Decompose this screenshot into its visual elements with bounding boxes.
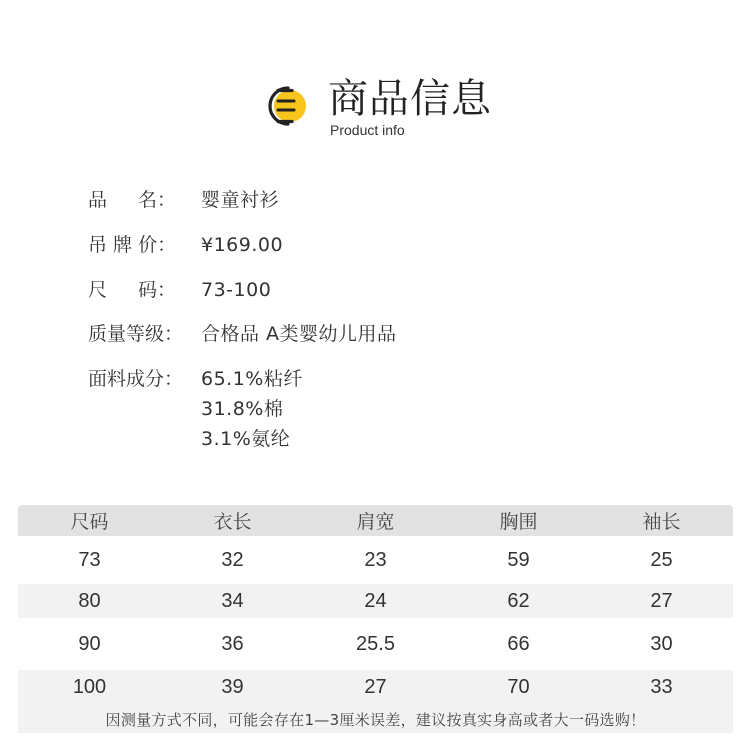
section-header [264, 74, 524, 144]
info-label-name: 品 名： [88, 189, 176, 211]
table-row [18, 627, 733, 661]
table-cell: 24 [364, 589, 387, 612]
table-row [18, 543, 733, 577]
fabric-line: 3.1%氨纶 [201, 428, 291, 450]
fabric-line: 31.8%棉 [201, 398, 284, 420]
info-label-fabric: 面料成分： [88, 368, 184, 390]
table-cell: 23 [364, 548, 387, 571]
document-list-icon [264, 82, 312, 130]
table-cell: 27 [364, 675, 387, 698]
table-cell: 34 [221, 589, 244, 612]
table-row [18, 584, 733, 618]
info-value-name: 婴童衬衫 [201, 189, 280, 211]
table-cell: 59 [507, 548, 530, 571]
table-header-cell: 肩宽 [356, 511, 395, 533]
table-cell: 25 [650, 548, 673, 571]
table-header-cell: 袖长 [642, 511, 681, 533]
table-cell: 66 [507, 632, 530, 655]
table-header-cell: 衣长 [213, 511, 252, 533]
table-cell: 80 [78, 589, 101, 612]
table-cell: 32 [221, 548, 244, 571]
info-value-grade: 合格品 A类婴幼儿用品 [201, 323, 397, 345]
table-header-cell: 尺码 [70, 511, 109, 533]
table-cell: 39 [221, 675, 244, 698]
fabric-line: 65.1%粘纤 [201, 368, 303, 390]
section-title: 商品信息 [328, 76, 492, 122]
table-cell: 25.5 [356, 632, 395, 655]
info-value-fabric [201, 364, 303, 454]
table-cell: 62 [507, 589, 530, 612]
table-header-row [18, 505, 733, 536]
table-cell: 73 [78, 548, 101, 571]
table-cell: 90 [78, 632, 101, 655]
info-label-price: 吊 牌 价： [88, 234, 177, 256]
table-cell: 30 [650, 632, 673, 655]
info-label-size: 尺 码： [88, 279, 176, 301]
table-cell: 100 [72, 675, 107, 698]
info-value-size: 73-100 [201, 279, 272, 301]
info-value-price: ¥169.00 [201, 234, 284, 256]
table-cell: 70 [507, 675, 530, 698]
table-row [18, 670, 733, 704]
table-cell: 33 [650, 675, 673, 698]
table-note: 因测量方式不同，可能会存在1—3厘米误差，建议按真实身高或者大一码选购！ [105, 711, 646, 729]
section-subtitle: Product info [330, 122, 405, 138]
table-cell: 27 [650, 589, 673, 612]
info-label-grade: 质量等级： [88, 323, 184, 345]
table-cell: 36 [221, 632, 244, 655]
table-header-cell: 胸围 [499, 511, 538, 533]
table-note-row [18, 704, 733, 733]
